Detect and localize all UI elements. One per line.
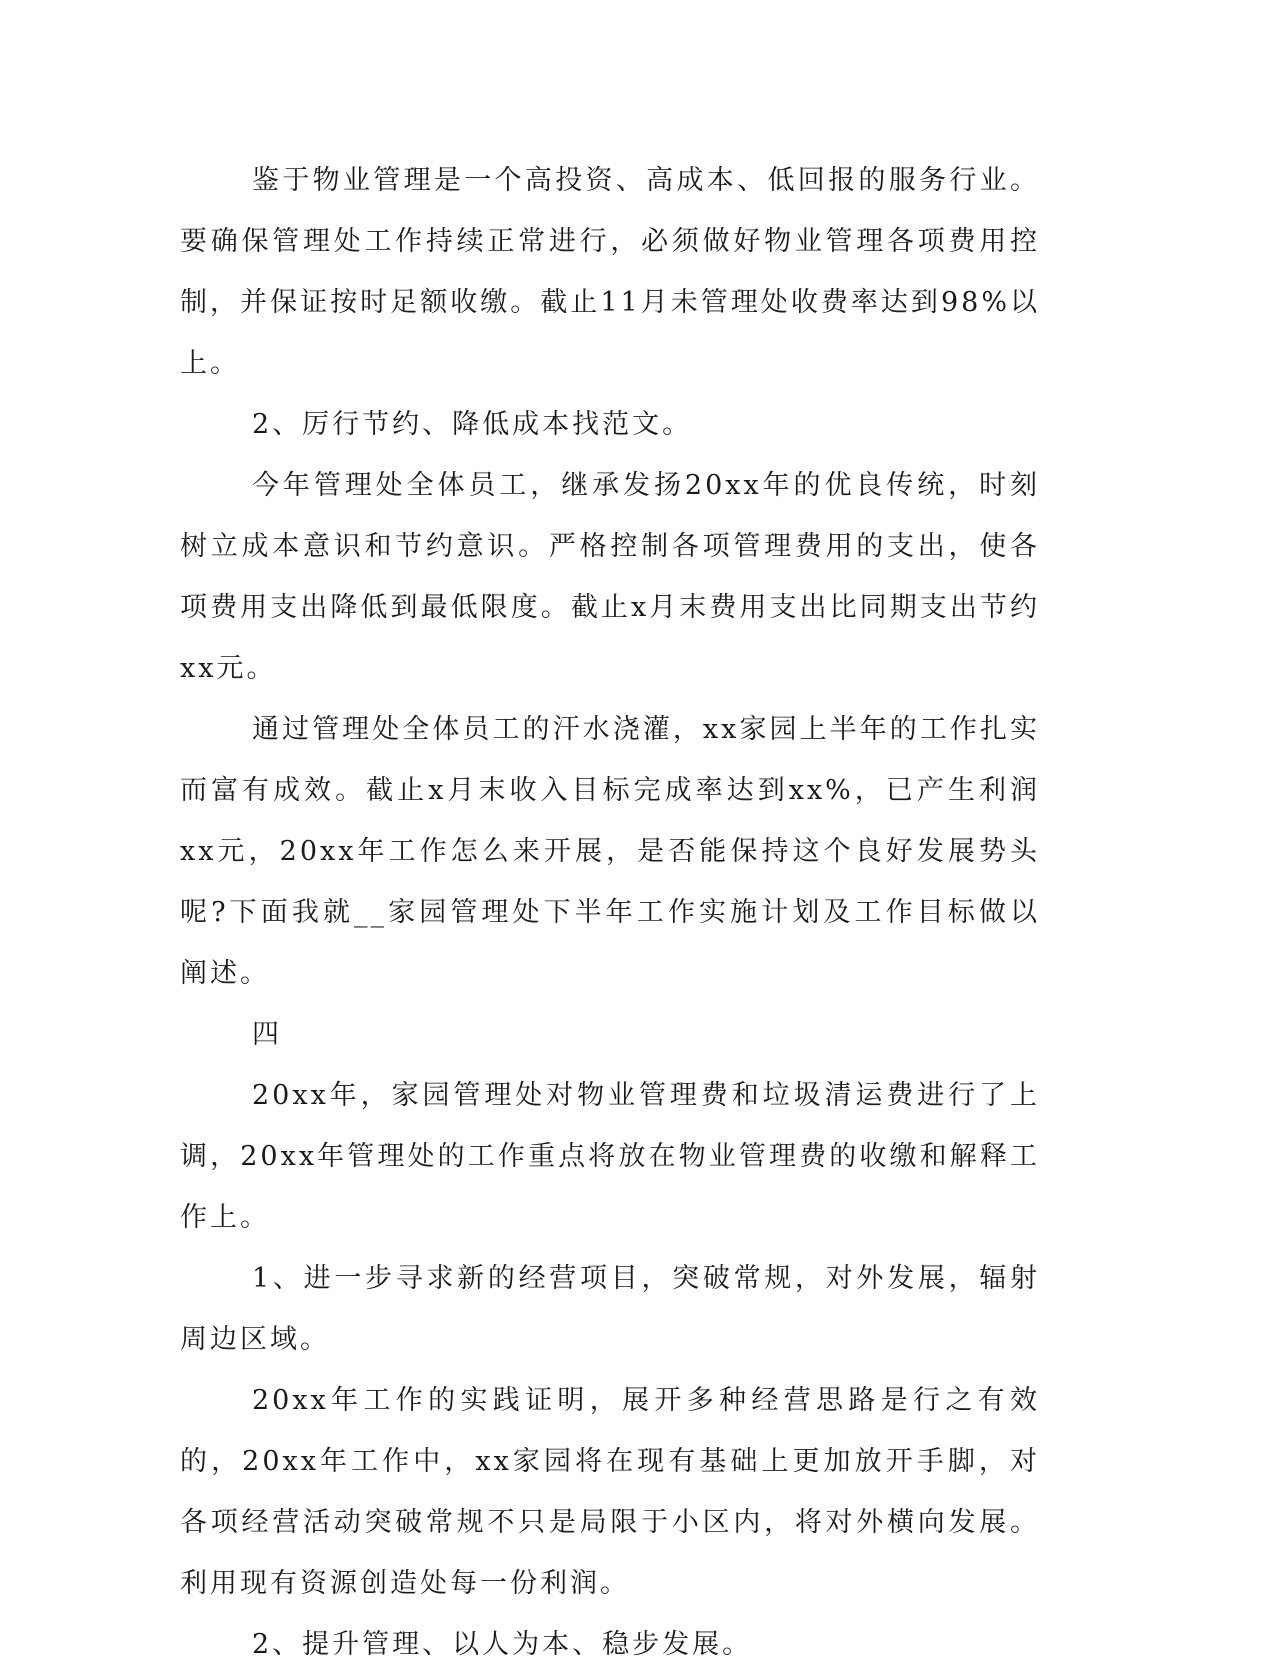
section-heading-four: 四	[252, 1019, 282, 1050]
paragraph-half-year-results: 通过管理处全体员工的汗水浇灌，xx家园上半年的工作扎实而富有成效。截止x月末收入目标完成率达到xx%，已产生利润xx元，20xx年工作怎么来开展，是否能保持这个良好发展势头呢?下面我就__家园管理处下半年工作实施计划及工作目标做以阐述。	[180, 714, 1040, 989]
paragraph-business-practice: 20xx年工作的实践证明，展开多种经营思路是行之有效的，20xx年工作中，xx家园将在现有基础上更加放开手脚，对各项经营活动突破常规不只是局限于小区内，将对外横向发展。利用现有资源创造处每一份利润。	[180, 1385, 1040, 1599]
paragraph-cost-control: 鉴于物业管理是一个高投资、高成本、低回报的服务行业。要确保管理处工作持续正常进行，必须做好物业管理各项费用控制，并保证按时足额收缴。截止11月未管理处收费率达到98%以上。	[180, 165, 1040, 379]
document-body	[180, 150, 1040, 1675]
paragraph-heading-management: 2、提升管理、以人为本、稳步发展。	[252, 1629, 753, 1660]
paragraph-heading-new-projects: 1、进一步寻求新的经营项目，突破常规，对外发展，辐射周边区域。	[180, 1263, 1040, 1355]
paragraph-fee-adjustment: 20xx年，家园管理处对物业管理费和垃圾清运费进行了上调，20xx年管理处的工作重点将放在物业管理费的收缴和解释工作上。	[180, 1080, 1040, 1233]
paragraph-heading-frugality: 2、厉行节约、降低成本找范文。	[252, 409, 693, 440]
paragraph-cost-awareness: 今年管理处全体员工，继承发扬20xx年的优良传统，时刻树立成本意识和节约意识。严格控制各项管理费用的支出，使各项费用支出降低到最低限度。截止x月末费用支出比同期支出节约xx元。	[180, 470, 1040, 684]
